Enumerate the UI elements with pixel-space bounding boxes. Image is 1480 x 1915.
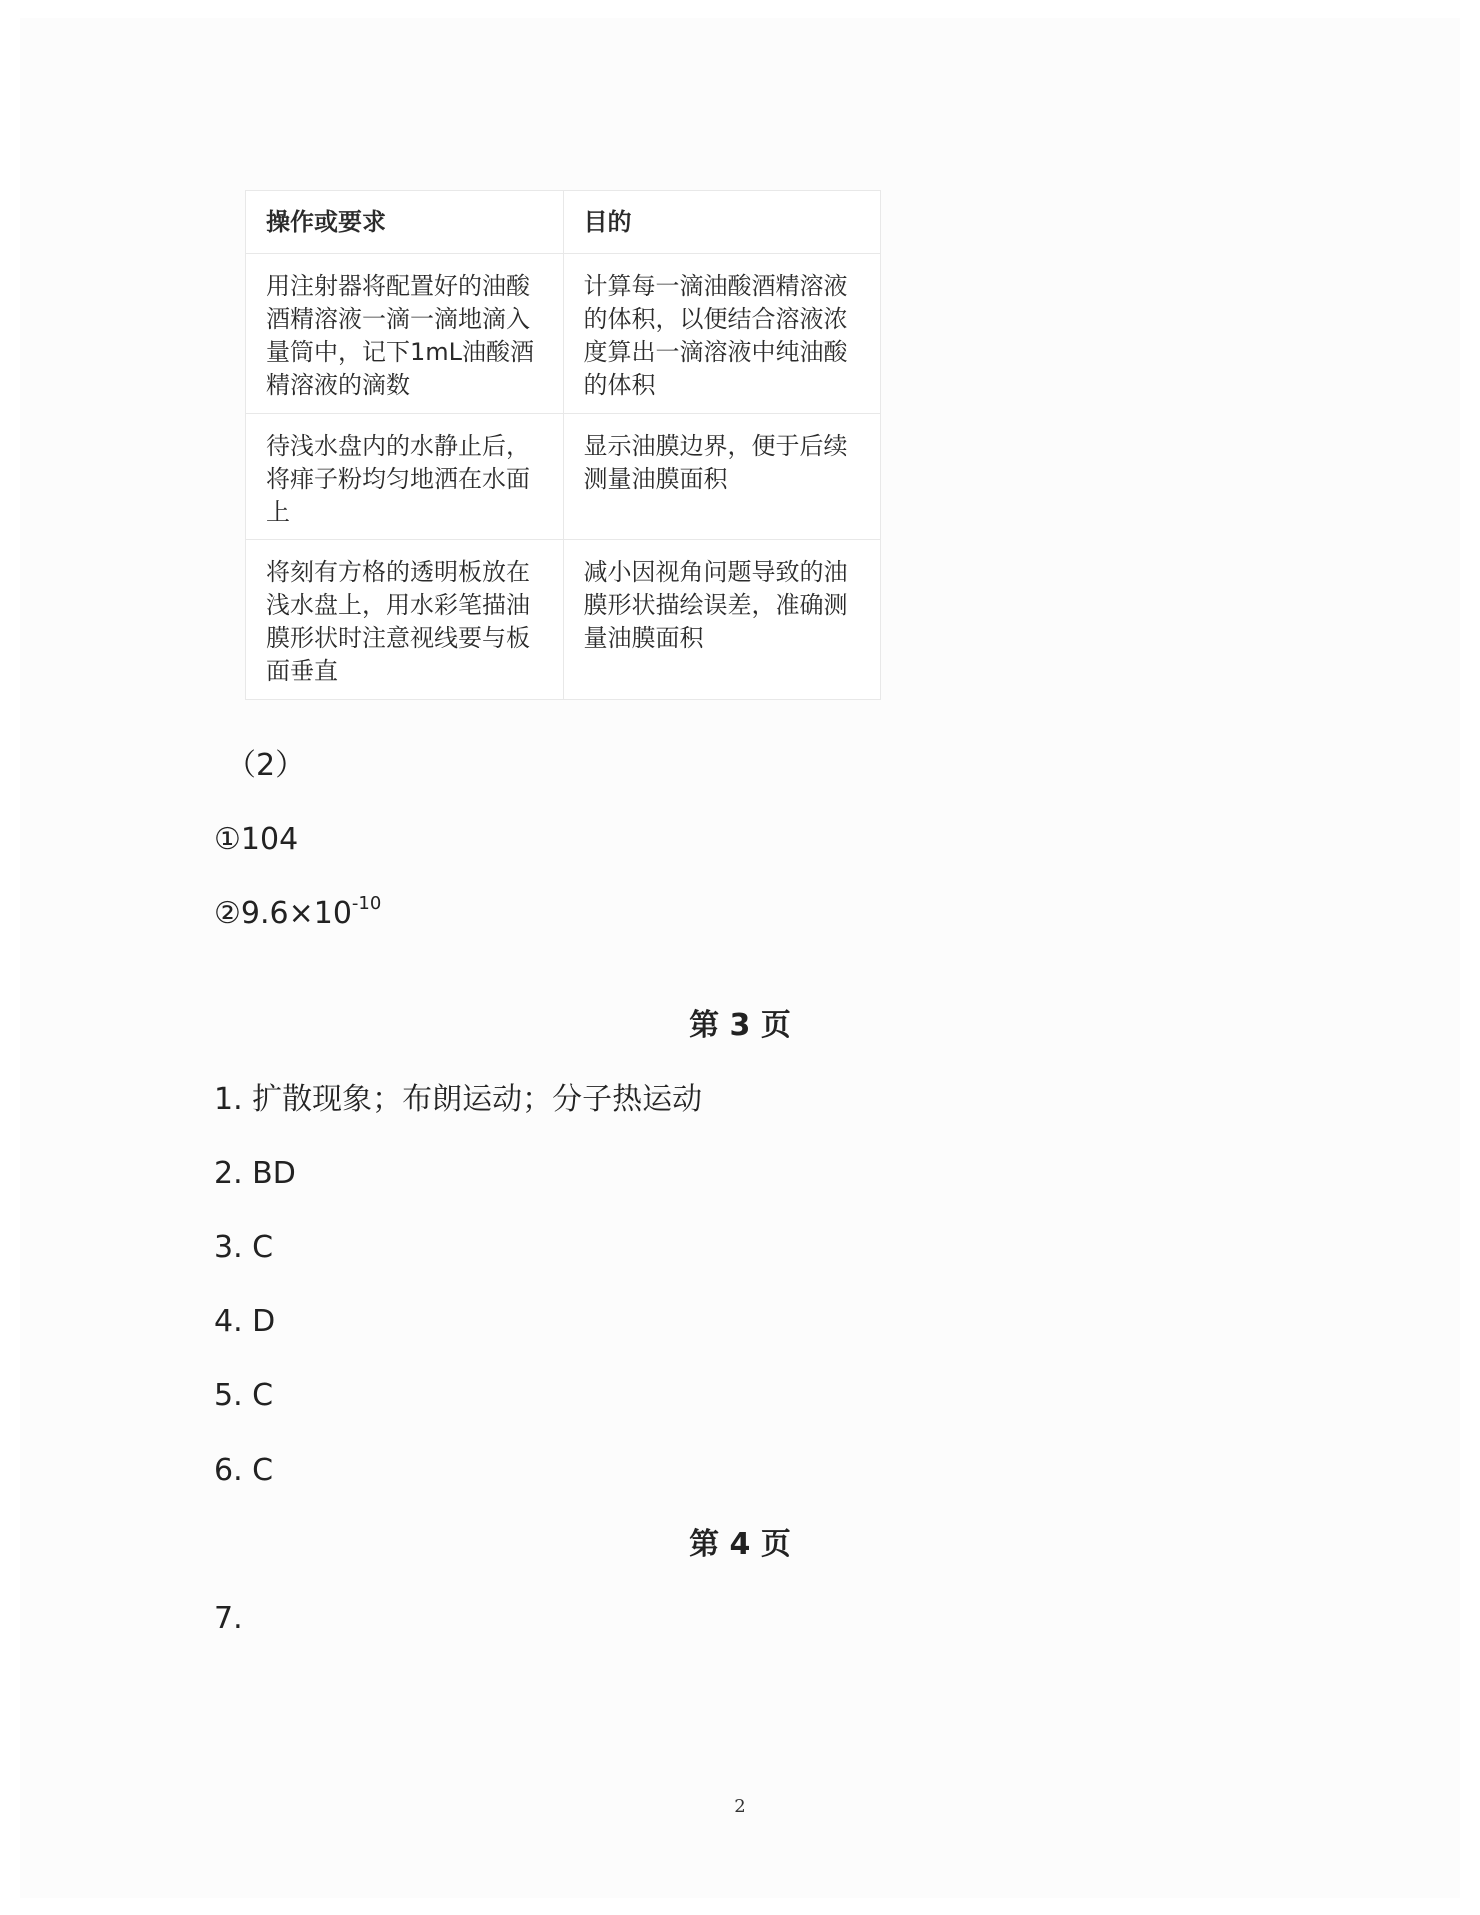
answer-2-base: ②9.6×10 — [214, 896, 352, 931]
section-3-heading: 第 3 页 — [689, 1008, 791, 1043]
section-4-heading: 第 4 页 — [689, 1527, 791, 1562]
table-row — [246, 414, 881, 540]
part2-answer-1: ①104 — [214, 822, 299, 857]
table-cell-purpose: 显示油膜边界，便于后续测量油膜面积 — [563, 414, 881, 540]
section-3-answer-2: 2. BD — [214, 1156, 296, 1191]
part2-answer-2 — [214, 893, 382, 932]
table-row — [246, 254, 881, 414]
table-header-row — [246, 191, 881, 254]
table-cell-operation: 将刻有方格的透明板放在浅水盘上，用水彩笔描油膜形状时注意视线要与板面垂直 — [246, 540, 564, 700]
table-cell-purpose: 计算每一滴油酸酒精溶液的体积，以便结合溶液浓度算出一滴溶液中纯油酸的体积 — [563, 254, 881, 414]
section-3-answer-5: 5. C — [214, 1378, 274, 1413]
section-3-answer-3: 3. C — [214, 1230, 274, 1265]
section-3-answer-4: 4. D — [214, 1304, 276, 1339]
table-cell-operation: 待浅水盘内的水静止后，将痱子粉均匀地洒在水面上 — [246, 414, 564, 540]
table-row — [246, 540, 881, 700]
table-header-purpose: 目的 — [563, 191, 881, 254]
page-number: 2 — [734, 1796, 746, 1817]
table-cell-operation: 用注射器将配置好的油酸酒精溶液一滴一滴地滴入量筒中，记下1mL油酸酒精溶液的滴数 — [246, 254, 564, 414]
answer-2-exponent: -10 — [351, 893, 382, 914]
table-cell-purpose: 减小因视角问题导致的油膜形状描绘误差，准确测量油膜面积 — [563, 540, 881, 700]
answer-table — [245, 190, 881, 700]
part2-label: （2） — [226, 748, 306, 783]
section-4-answer-7: 7. — [214, 1601, 243, 1636]
section-3-answer-6: 6. C — [214, 1453, 274, 1488]
section-3-answer-1: 1. 扩散现象；布朗运动；分子热运动 — [214, 1082, 703, 1117]
table-header-operation: 操作或要求 — [246, 191, 564, 254]
